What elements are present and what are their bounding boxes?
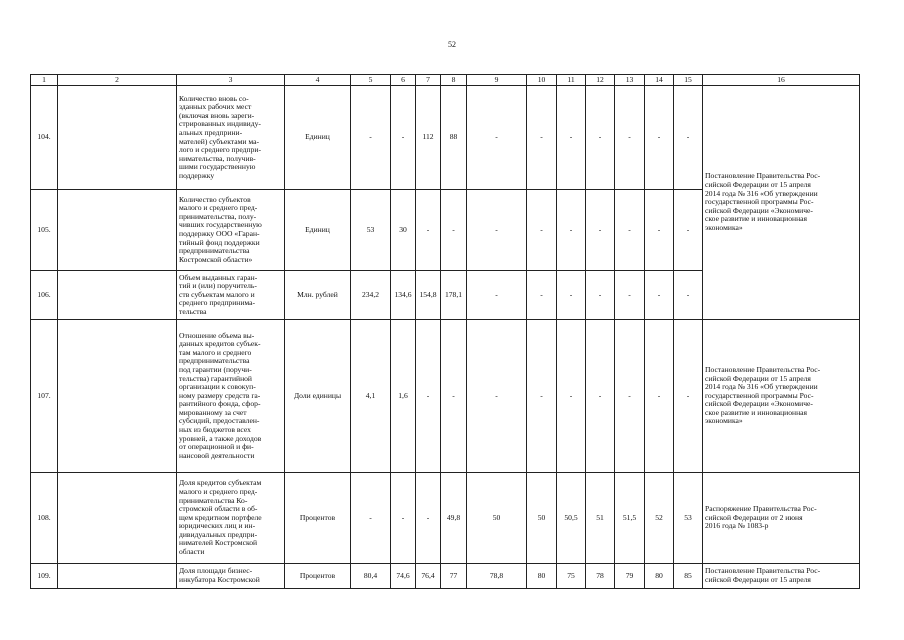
header-cell: 6: [391, 75, 416, 86]
value-cell: -: [527, 86, 557, 190]
value-cell: 4,1: [351, 320, 391, 473]
indicators-table: [30, 74, 860, 589]
indicator-description: Доля кредитов субъектам малого и среднего пред- принимательства Ко- стромской области в об- щем кредитном портфеле юридических лиц и ин- дивидуальных предпри- нимателей Костромской области: [177, 473, 285, 564]
value-cell: 178,1: [441, 271, 467, 320]
value-cell: 88: [441, 86, 467, 190]
page-number: 52: [448, 40, 456, 49]
indicator-description: Количество вновь со- зданных рабочих мест (включая вновь зареги- стрированных индивиду- альных предприни- мателей) субъектами ма- лого и среднего предпри- нимательства, получив- шими государственную поддержку: [177, 86, 285, 190]
value-cell: -: [416, 190, 441, 271]
value-cell: -: [674, 320, 703, 473]
table-row: [31, 86, 860, 190]
value-cell: 52: [645, 473, 674, 564]
row-number: 104.: [31, 86, 58, 190]
empty-cell: [58, 320, 177, 473]
value-cell: 51,5: [615, 473, 645, 564]
value-cell: -: [527, 190, 557, 271]
header-cell: 16: [703, 75, 860, 86]
value-cell: 49,8: [441, 473, 467, 564]
unit-cell: Млн. рублей: [285, 271, 351, 320]
value-cell: -: [645, 190, 674, 271]
value-cell: -: [467, 271, 527, 320]
value-cell: 75: [557, 564, 586, 589]
value-cell: -: [391, 86, 416, 190]
value-cell: 80,4: [351, 564, 391, 589]
header-cell: 4: [285, 75, 351, 86]
value-cell: 51: [586, 473, 615, 564]
value-cell: 30: [391, 190, 416, 271]
value-cell: 85: [674, 564, 703, 589]
value-cell: -: [615, 86, 645, 190]
header-cell: 2: [58, 75, 177, 86]
value-cell: -: [586, 320, 615, 473]
value-cell: -: [586, 190, 615, 271]
value-cell: -: [645, 271, 674, 320]
value-cell: -: [586, 271, 615, 320]
value-cell: -: [416, 473, 441, 564]
row-number: 106.: [31, 271, 58, 320]
value-cell: -: [467, 190, 527, 271]
value-cell: 50: [527, 473, 557, 564]
value-cell: 74,6: [391, 564, 416, 589]
header-cell: 14: [645, 75, 674, 86]
value-cell: 53: [674, 473, 703, 564]
indicator-description: Объем выданных гаран- тий и (или) поручитель- ств субъектам малого и среднего предпринима- тельства: [177, 271, 285, 320]
value-cell: 112: [416, 86, 441, 190]
value-cell: -: [467, 320, 527, 473]
value-cell: -: [557, 271, 586, 320]
value-cell: 154,8: [416, 271, 441, 320]
unit-cell: Процентов: [285, 473, 351, 564]
table-row: [31, 564, 860, 589]
value-cell: 50: [467, 473, 527, 564]
table-row: [31, 473, 860, 564]
value-cell: 79: [615, 564, 645, 589]
value-cell: 78: [586, 564, 615, 589]
header-cell: 11: [557, 75, 586, 86]
value-cell: -: [351, 86, 391, 190]
unit-cell: Доли единицы: [285, 320, 351, 473]
value-cell: -: [351, 473, 391, 564]
row-number: 105.: [31, 190, 58, 271]
value-cell: -: [615, 320, 645, 473]
header-cell: 9: [467, 75, 527, 86]
header-cell: 7: [416, 75, 441, 86]
reference-document: Распоряжение Правительства Рос- сийской Федерации от 2 июня 2016 года № 1083-р: [703, 473, 860, 564]
value-cell: 53: [351, 190, 391, 271]
value-cell: 76,4: [416, 564, 441, 589]
value-cell: -: [557, 86, 586, 190]
value-cell: -: [674, 86, 703, 190]
reference-document: Постановление Правительства Рос- сийской Федерации от 15 апреля 2014 года № 316 «Об утверждении государственной программы Рос- сийской Федерации «Экономиче- ское развитие и инновационная экономика»: [703, 86, 860, 320]
value-cell: -: [586, 86, 615, 190]
row-number: 109.: [31, 564, 58, 589]
value-cell: 80: [527, 564, 557, 589]
reference-document: Постановление Правительства Рос- сийской Федерации от 15 апреля 2014 года № 316 «Об утверждении государственной программы Рос- сийской Федерации «Экономиче- ское развитие и инновационная экономика»: [703, 320, 860, 473]
value-cell: 50,5: [557, 473, 586, 564]
reference-document: Постановление Правительства Рос- сийской Федерации от 15 апреля: [703, 564, 860, 589]
value-cell: -: [615, 271, 645, 320]
value-cell: 134,6: [391, 271, 416, 320]
header-cell: 10: [527, 75, 557, 86]
header-cell: 13: [615, 75, 645, 86]
empty-cell: [58, 190, 177, 271]
header-cell: 15: [674, 75, 703, 86]
value-cell: -: [416, 320, 441, 473]
value-cell: -: [645, 86, 674, 190]
value-cell: -: [527, 320, 557, 473]
value-cell: -: [391, 473, 416, 564]
empty-cell: [58, 271, 177, 320]
unit-cell: Единиц: [285, 190, 351, 271]
empty-cell: [58, 473, 177, 564]
indicator-description: Отношение объема вы- данных кредитов субъек- там малого и среднего предпринимательства под гарантии (поручи- тельства) гарантийной организации к совокуп- ному размеру средств га- рантийного фонда, сфор- мированному за счет субсидий, предоставлен- ных из бюджетов всех уровней, а также доходов от операционной и фи- нансовой деятельности: [177, 320, 285, 473]
value-cell: -: [467, 86, 527, 190]
empty-cell: [58, 564, 177, 589]
indicator-description: Количество субъектов малого и среднего пред- принимательства, полу- чивших государственную поддержку ООО «Гаран- тийный фонд поддержки предпринимательства Костромской области»: [177, 190, 285, 271]
header-cell: 1: [31, 75, 58, 86]
value-cell: -: [674, 190, 703, 271]
value-cell: -: [557, 190, 586, 271]
value-cell: -: [527, 271, 557, 320]
value-cell: -: [557, 320, 586, 473]
unit-cell: Процентов: [285, 564, 351, 589]
value-cell: 78,8: [467, 564, 527, 589]
value-cell: -: [674, 271, 703, 320]
value-cell: 80: [645, 564, 674, 589]
header-row: [31, 75, 860, 86]
row-number: 107.: [31, 320, 58, 473]
value-cell: -: [441, 190, 467, 271]
unit-cell: Единиц: [285, 86, 351, 190]
indicator-description: Доля площади бизнес- инкубатора Костромской: [177, 564, 285, 589]
value-cell: -: [441, 320, 467, 473]
value-cell: 77: [441, 564, 467, 589]
row-number: 108.: [31, 473, 58, 564]
value-cell: 234,2: [351, 271, 391, 320]
header-cell: 8: [441, 75, 467, 86]
value-cell: -: [615, 190, 645, 271]
empty-cell: [58, 86, 177, 190]
header-cell: 12: [586, 75, 615, 86]
header-cell: 5: [351, 75, 391, 86]
table-row: [31, 320, 860, 473]
value-cell: 1,6: [391, 320, 416, 473]
header-cell: 3: [177, 75, 285, 86]
value-cell: -: [645, 320, 674, 473]
